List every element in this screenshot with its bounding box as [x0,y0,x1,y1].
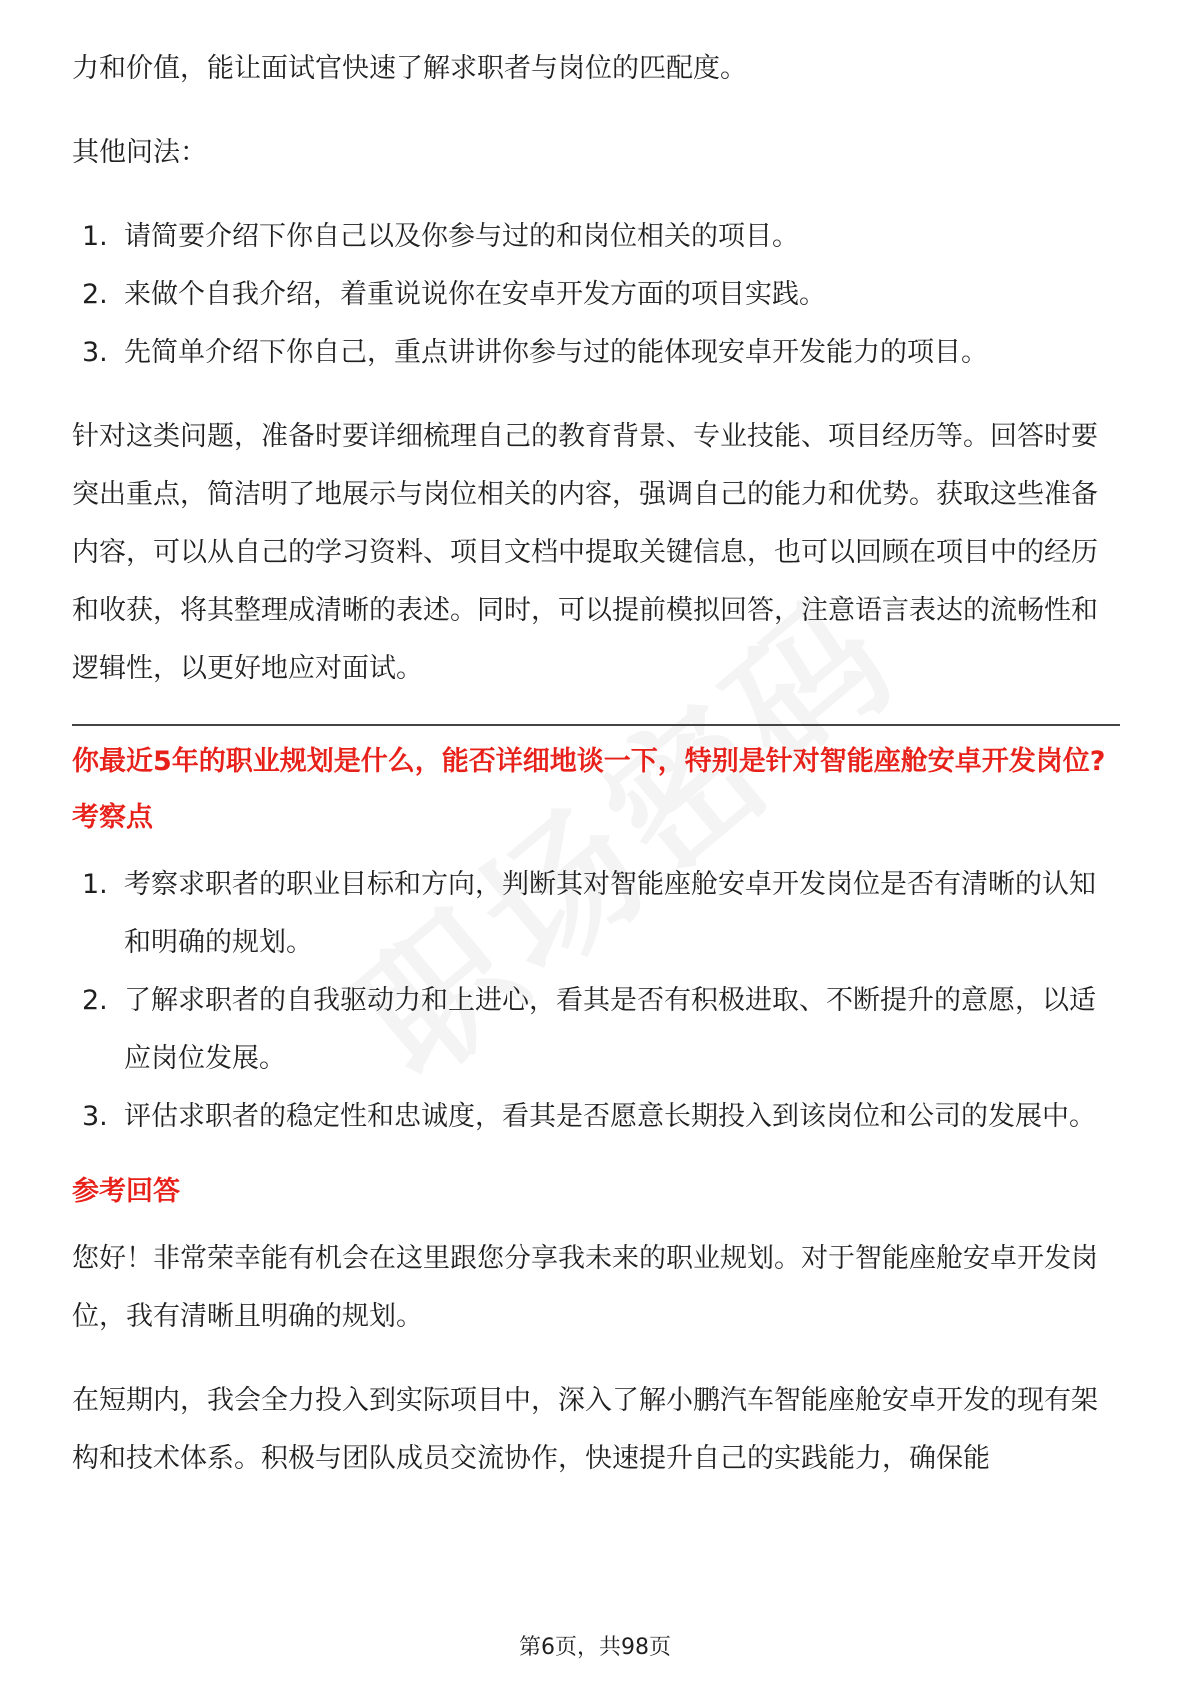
list-item [72,856,1120,972]
section-divider [72,724,1120,726]
list-number: 1. [82,221,108,252]
page-number-footer: 第6页，共98页 [519,1635,671,1660]
list-number: 1. [82,869,108,900]
list-number: 2. [82,279,108,310]
list-number: 2. [82,985,108,1016]
list-item-text: 考察求职者的职业目标和方向，判断其对智能座舱安卓开发岗位是否有清晰的认知和明确的规划。 [124,869,1096,958]
list-item [72,972,1120,1088]
list-item-text: 评估求职者的稳定性和忠诚度，看其是否愿意长期投入到该岗位和公司的发展中。 [124,1101,1096,1132]
other-asks-list [72,208,1120,382]
answer-heading: 参考回答 [72,1176,180,1207]
intro-tail-paragraph: 力和价值，能让面试官快速了解求职者与岗位的匹配度。 [72,53,747,84]
list-item [72,266,1120,324]
list-item-text: 来做个自我介绍，着重说说你在安卓开发方面的项目实践。 [124,279,826,310]
answer-paragraph: 您好！非常荣幸能有机会在这里跟您分享我未来的职业规划。对于智能座舱安卓开发岗位，我有清晰且明确的规划。 [72,1243,1098,1332]
answer-paragraph: 在短期内，我会全力投入到实际项目中，深入了解小鹏汽车智能座舱安卓开发的现有架构和技术体系。积极与团队成员交流协作，快速提升自己的实践能力，确保能 [72,1385,1098,1474]
focus-list [72,856,1120,1146]
list-item [72,1088,1120,1146]
list-item [72,324,1120,382]
list-item-text: 了解求职者的自我驱动力和上进心，看其是否有积极进取、不断提升的意愿，以适应岗位发展。 [124,985,1096,1074]
list-number: 3. [82,337,108,368]
list-item-text: 请简要介绍下你自己以及你参与过的和岗位相关的项目。 [124,221,799,252]
page-content [72,40,1120,1488]
focus-heading: 考察点 [72,802,153,833]
advice-paragraph: 针对这类问题，准备时要详细梳理自己的教育背景、专业技能、项目经历等。回答时要突出重点，简洁明了地展示与岗位相关的内容，强调自己的能力和优势。获取这些准备内容，可以从自己的学习资料、项目文档中提取关键信息，也可以回顾在项目中的经历和收获，将其整理成清晰的表述。同时，可以提前模拟回答，注意语言表达的流畅性和逻辑性，以更好地应对面试。 [72,421,1098,684]
interview-question: 你最近5年的职业规划是什么，能否详细地谈一下，特别是针对智能座舱安卓开发岗位? [72,746,1106,777]
list-number: 3. [82,1101,108,1132]
other-asks-heading: 其他问法： [72,137,207,168]
list-item-text: 先简单介绍下你自己，重点讲讲你参与过的能体现安卓开发能力的项目。 [124,337,988,368]
list-item [72,208,1120,266]
